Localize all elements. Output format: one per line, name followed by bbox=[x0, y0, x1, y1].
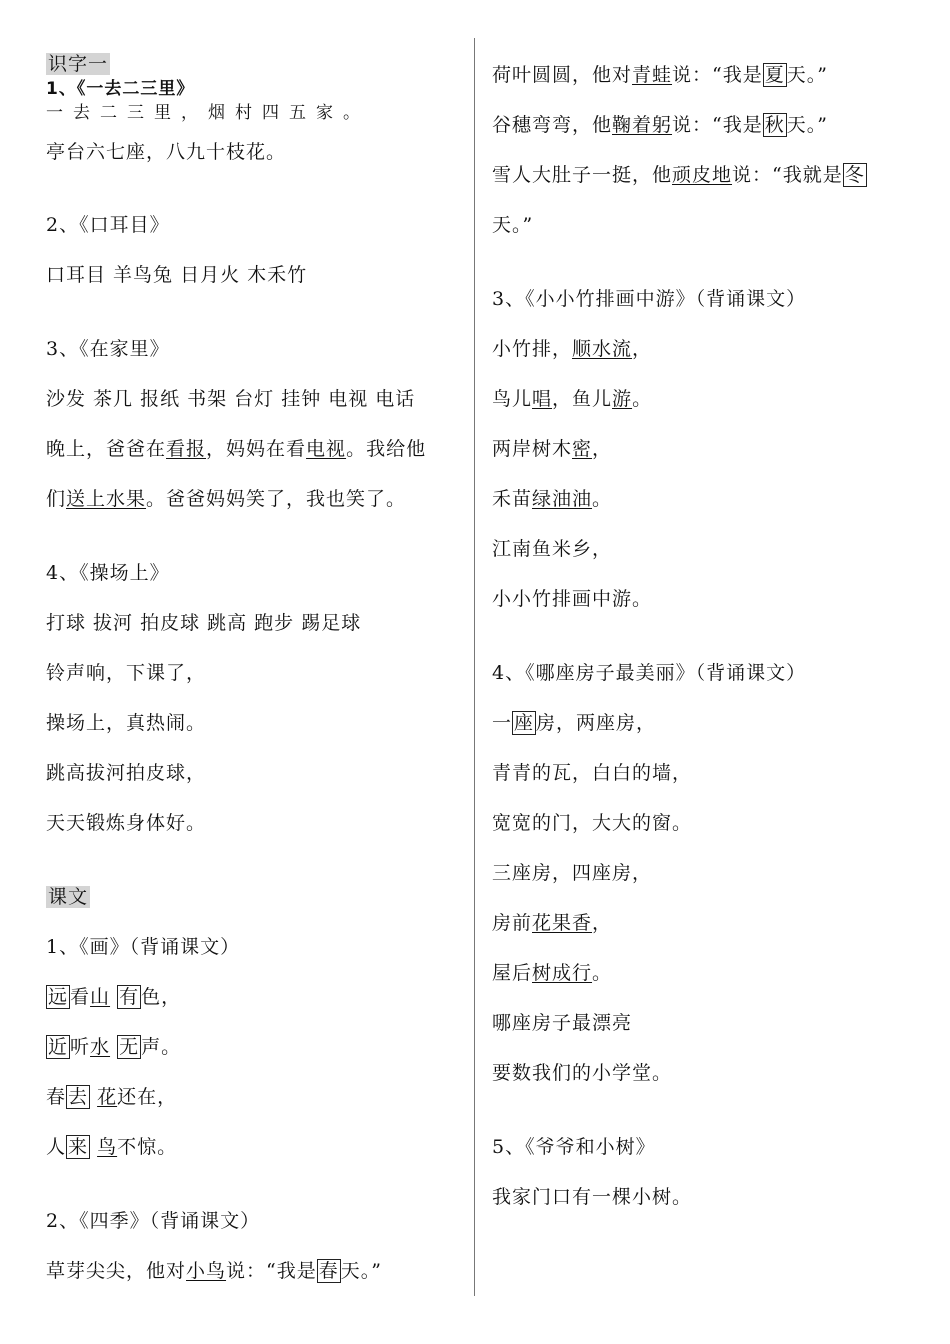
right-text-line bbox=[492, 1061, 672, 1085]
right-text-line bbox=[492, 587, 652, 611]
text-segment: 沙发 茶几 报纸 书架 台灯 挂钟 电视 电话 bbox=[46, 388, 416, 410]
underlined-word: 游 bbox=[612, 388, 633, 410]
left-text-line bbox=[46, 561, 170, 585]
left-text-line bbox=[46, 1035, 181, 1059]
text-segment: 谷穗弯弯，他 bbox=[492, 114, 613, 136]
text-segment: 鸟儿 bbox=[492, 388, 533, 410]
text-segment: 要数我们的小学堂。 bbox=[492, 1062, 673, 1084]
right-text-line bbox=[492, 1135, 656, 1159]
underlined-word: 鞠着躬 bbox=[612, 114, 673, 136]
text-segment: 三座房，四座房， bbox=[492, 862, 653, 884]
boxed-character: 去 bbox=[68, 1086, 89, 1108]
left-text-line bbox=[46, 387, 415, 411]
text-segment: 声。 bbox=[141, 1036, 182, 1058]
text-segment: ，妈妈在看 bbox=[206, 438, 307, 460]
text-segment: 说：“我是 bbox=[672, 64, 763, 86]
text-segment: 跳高拔河拍皮球， bbox=[46, 762, 207, 784]
underlined-word: 看报 bbox=[166, 438, 207, 460]
right-text-line bbox=[492, 63, 828, 87]
text-segment: 房前 bbox=[492, 912, 533, 934]
left-text-line bbox=[46, 100, 370, 125]
right-text-line bbox=[492, 961, 612, 985]
right-text-line bbox=[492, 1185, 692, 1209]
left-text-line bbox=[46, 337, 170, 361]
text-segment: 春 bbox=[46, 1086, 67, 1108]
text-segment: 2、《口耳目》 bbox=[46, 214, 170, 236]
underlined-word: 青蛙 bbox=[632, 64, 673, 86]
right-text-line bbox=[492, 811, 692, 835]
underlined-word: 电视 bbox=[306, 438, 347, 460]
text-segment: 铃声响，下课了， bbox=[46, 662, 207, 684]
right-text-line bbox=[492, 337, 652, 361]
left-text-line bbox=[46, 761, 206, 785]
text-segment: 。 bbox=[592, 488, 613, 510]
text-segment: 色， bbox=[141, 986, 182, 1008]
text-segment: 听 bbox=[70, 1036, 91, 1058]
text-segment: 亭台六七座，八九十枝花。 bbox=[46, 141, 287, 163]
right-text-line bbox=[492, 761, 692, 785]
underlined-word: 密 bbox=[572, 438, 593, 460]
underlined-word: 小鸟 bbox=[186, 1260, 227, 1282]
right-text-line bbox=[492, 711, 656, 735]
boxed-character: 来 bbox=[68, 1136, 89, 1158]
right-text-line bbox=[492, 487, 612, 511]
text-segment: 。我给他 bbox=[346, 438, 427, 460]
text-segment: 屋后 bbox=[492, 962, 533, 984]
underlined-word: 鸟 bbox=[97, 1136, 118, 1158]
left-text-line bbox=[46, 885, 90, 909]
left-text-line bbox=[46, 811, 206, 835]
left-text-line bbox=[46, 263, 307, 287]
right-text-line bbox=[492, 163, 867, 187]
text-segment: 4、《操场上》 bbox=[46, 562, 170, 584]
text-segment: 。 bbox=[632, 388, 653, 410]
left-text-line bbox=[46, 935, 240, 959]
left-text-line bbox=[46, 1209, 260, 1233]
right-text-line bbox=[492, 213, 533, 237]
boxed-character: 近 bbox=[48, 1036, 69, 1058]
text-segment: 天。” bbox=[492, 214, 534, 236]
text-segment: 。爸爸妈妈笑了，我也笑了。 bbox=[146, 488, 407, 510]
text-segment: 江南鱼米乡， bbox=[492, 538, 613, 560]
left-text-line bbox=[46, 1259, 382, 1283]
right-text-line bbox=[492, 387, 652, 411]
right-text-line bbox=[492, 287, 806, 311]
text-segment: 2、《四季》（背诵课文） bbox=[46, 1210, 261, 1232]
left-text-line bbox=[46, 711, 206, 735]
text-segment: 说：“我是 bbox=[226, 1260, 317, 1282]
text-segment: 晚上，爸爸在 bbox=[46, 438, 167, 460]
text-segment: 不惊。 bbox=[117, 1136, 178, 1158]
left-text-line bbox=[46, 1085, 177, 1109]
underlined-word: 山 bbox=[90, 986, 111, 1008]
text-segment: 说：“我是 bbox=[672, 114, 763, 136]
boxed-character: 有 bbox=[119, 986, 140, 1008]
right-text-line bbox=[492, 661, 806, 685]
text-segment: 房，两座房， bbox=[536, 712, 657, 734]
left-text-line bbox=[46, 1135, 177, 1159]
left-text-line bbox=[46, 611, 361, 635]
text-segment: 。 bbox=[592, 962, 613, 984]
right-text-line bbox=[492, 537, 612, 561]
text-segment: 两岸树木 bbox=[492, 438, 573, 460]
text-segment: 说：“我就是 bbox=[732, 164, 843, 186]
boxed-character: 春 bbox=[318, 1260, 339, 1282]
left-text-line bbox=[46, 52, 110, 76]
underlined-word: 唱 bbox=[532, 388, 553, 410]
underlined-word: 树成行 bbox=[532, 962, 593, 984]
boxed-character: 无 bbox=[119, 1036, 140, 1058]
section-heading: 识字一 bbox=[48, 53, 109, 75]
underlined-word: 绿油油 bbox=[532, 488, 593, 510]
text-segment: 1、《一去二三里》 bbox=[46, 79, 195, 99]
right-text-line bbox=[492, 1011, 632, 1035]
text-segment: 口耳目 羊鸟兔 日月火 木禾竹 bbox=[46, 264, 308, 286]
underlined-word: 顽皮地 bbox=[672, 164, 733, 186]
text-segment: 一去二三里，烟村四五家。 bbox=[46, 103, 370, 123]
underlined-word: 送上水果 bbox=[66, 488, 147, 510]
underlined-word: 顺水流 bbox=[572, 338, 633, 360]
underlined-word: 花果香 bbox=[532, 912, 593, 934]
text-segment: 小小竹排画中游。 bbox=[492, 588, 653, 610]
right-text-line bbox=[492, 911, 612, 935]
text-segment: ， bbox=[592, 912, 613, 934]
text-segment: ， bbox=[592, 438, 613, 460]
right-text-line bbox=[492, 861, 652, 885]
text-segment: 们 bbox=[46, 488, 67, 510]
text-segment: 还在， bbox=[117, 1086, 178, 1108]
left-text-line bbox=[46, 437, 426, 461]
text-segment: 天天锻炼身体好。 bbox=[46, 812, 207, 834]
text-segment: 小竹排， bbox=[492, 338, 573, 360]
text-segment: 雪人大肚子一挺，他 bbox=[492, 164, 673, 186]
text-segment: 天。” bbox=[786, 114, 828, 136]
left-text-line bbox=[46, 140, 286, 164]
text-segment: 荷叶圆圆，他对 bbox=[492, 64, 633, 86]
left-text-line bbox=[46, 487, 406, 511]
boxed-character: 冬 bbox=[844, 164, 865, 186]
underlined-word: 水 bbox=[90, 1036, 111, 1058]
text-segment: 打球 拔河 拍皮球 跳高 跑步 踢足球 bbox=[46, 612, 362, 634]
text-segment: 3、《在家里》 bbox=[46, 338, 170, 360]
boxed-character: 夏 bbox=[764, 64, 785, 86]
boxed-character: 远 bbox=[48, 986, 69, 1008]
text-segment: ，鱼儿 bbox=[552, 388, 613, 410]
right-text-line bbox=[492, 113, 828, 137]
text-segment: 3、《小小竹排画中游》（背诵课文） bbox=[492, 288, 807, 310]
text-segment: 天。” bbox=[340, 1260, 382, 1282]
text-segment: 青青的瓦，白白的墙， bbox=[492, 762, 693, 784]
text-segment: 天。” bbox=[786, 64, 828, 86]
underlined-word: 花 bbox=[97, 1086, 118, 1108]
left-text-line bbox=[46, 661, 206, 685]
text-segment: 哪座房子最漂亮 bbox=[492, 1012, 633, 1034]
left-text-line bbox=[46, 985, 181, 1009]
boxed-character: 秋 bbox=[764, 114, 785, 136]
left-text-line bbox=[46, 213, 170, 237]
text-segment: 一 bbox=[492, 712, 513, 734]
text-segment: 我家门口有一棵小树。 bbox=[492, 1186, 693, 1208]
text-segment: 禾苗 bbox=[492, 488, 533, 510]
left-text-line bbox=[46, 76, 194, 101]
text-segment: 看 bbox=[70, 986, 91, 1008]
column-divider bbox=[474, 38, 475, 1296]
text-segment: 4、《哪座房子最美丽》（背诵课文） bbox=[492, 662, 807, 684]
text-segment: 宽宽的门，大大的窗。 bbox=[492, 812, 693, 834]
text-segment: 5、《爷爷和小树》 bbox=[492, 1136, 656, 1158]
text-segment: 草芽尖尖，他对 bbox=[46, 1260, 187, 1282]
text-segment: 人 bbox=[46, 1136, 67, 1158]
text-segment: 操场上，真热闹。 bbox=[46, 712, 207, 734]
right-text-line bbox=[492, 437, 612, 461]
section-heading: 课文 bbox=[48, 886, 89, 908]
boxed-character: 座 bbox=[514, 712, 535, 734]
text-segment: 1、《画》（背诵课文） bbox=[46, 936, 241, 958]
text-segment: ， bbox=[632, 338, 653, 360]
